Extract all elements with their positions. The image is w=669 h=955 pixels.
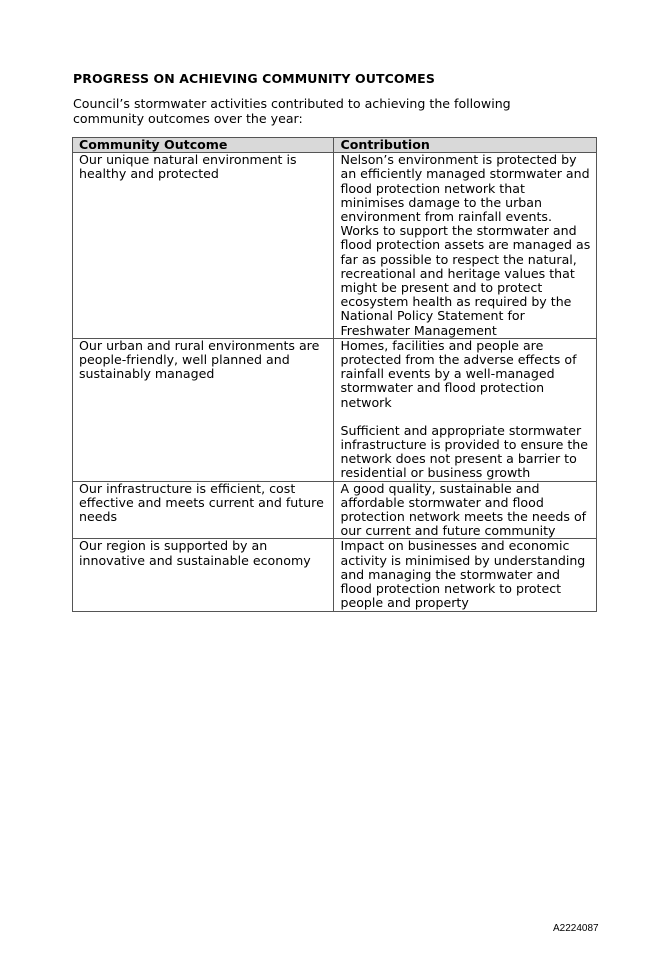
document-reference: A2224087 (553, 923, 599, 934)
header-community-outcome: Community Outcome (73, 138, 334, 153)
table-header-row (73, 138, 597, 153)
page-title: PROGRESS ON ACHIEVING COMMUNITY OUTCOMES (73, 71, 435, 86)
contribution-text: A good quality, sustainable and affordable stormwater and flood protection network meets the needs of our current and future community (340, 480, 587, 539)
header-contribution: Contribution (334, 138, 597, 153)
contribution-cell (334, 539, 597, 611)
contribution-text: Impact on businesses and economic activity is minimised by understanding and managing the stormwater and flood protection network to protect people and property (340, 538, 586, 611)
community-outcomes-table (72, 137, 597, 612)
table-row (73, 539, 597, 611)
outcome-cell: Our infrastructure is efficient, cost effective and meets current and future needs (73, 481, 334, 539)
outcome-cell: Our urban and rural environments are people-friendly, well planned and sustainably managed (73, 338, 334, 481)
contribution-cell (334, 481, 597, 539)
outcome-cell: Our unique natural environment is healthy and protected (73, 153, 334, 339)
contribution-cell (334, 338, 597, 481)
outcome-cell: Our region is supported by an innovative and sustainable economy (73, 539, 334, 611)
contribution-text: Sufficient and appropriate stormwater infrastructure is provided to ensure the network does not present a barrier to residential or business growth (340, 422, 589, 481)
table-row (73, 481, 597, 539)
contribution-text: Nelson’s environment is protected by an efficiently managed stormwater and flood protection network that minimises damage to the urban environment from rainfall events. Works to support the stormwater and flood protection assets are managed as far as possible to respect the natural, recreational and heritage values that might be present and to protect ecosystem health as required by the National Policy Statement for Freshwater Management (340, 152, 591, 338)
table-row (73, 153, 597, 339)
contribution-text: Homes, facilities and people are protected from the adverse effects of rainfall events by a well-managed stormwater and flood protection network (340, 337, 577, 410)
intro-paragraph: Council’s stormwater activities contributed to achieving the following community outcomes over the year: (73, 96, 511, 126)
contribution-cell (334, 153, 597, 339)
table-row (73, 338, 597, 481)
